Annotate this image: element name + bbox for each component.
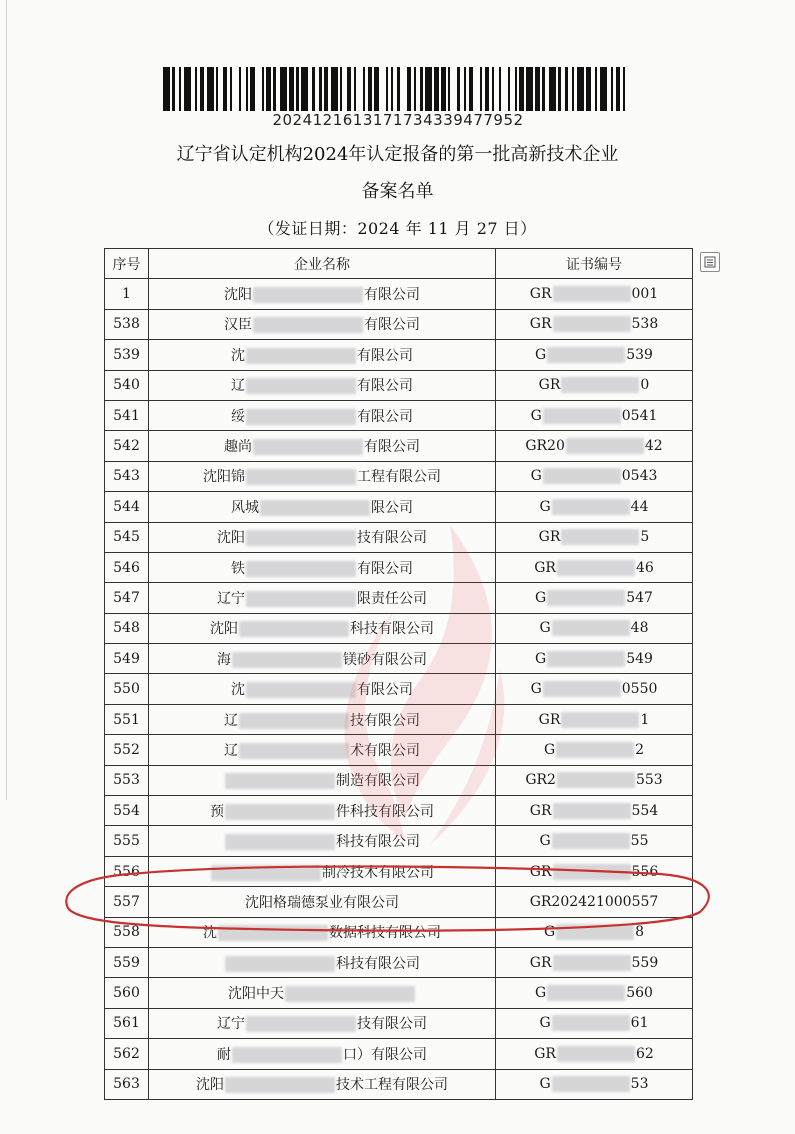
row-company-name xyxy=(149,400,496,430)
cert-suffix: 5 xyxy=(640,529,650,546)
cert-prefix: G xyxy=(530,407,542,424)
row-company-name xyxy=(149,947,496,977)
redaction-mask xyxy=(547,347,625,363)
company-name-suffix: 数据科技有限公司 xyxy=(329,925,441,942)
redaction-mask xyxy=(553,864,631,880)
row-seq: 553 xyxy=(105,765,149,795)
row-seq: 545 xyxy=(105,522,149,552)
row-seq: 541 xyxy=(105,400,149,430)
table-row xyxy=(105,796,693,826)
row-company-name xyxy=(149,765,496,795)
company-name-visible: 沈阳格瑞德泵业有限公司 xyxy=(245,894,399,911)
cert-prefix: G xyxy=(543,741,556,758)
company-name-visible: 辽 xyxy=(224,712,238,729)
company-name-visible: 沈阳中天 xyxy=(228,986,284,1003)
redaction-mask xyxy=(239,621,349,637)
row-company-name xyxy=(149,856,496,886)
cert-suffix: 44 xyxy=(630,498,649,515)
row-cert-number xyxy=(496,400,693,430)
header-cert: 证书编号 xyxy=(496,249,693,279)
company-name-visible: 铁 xyxy=(231,560,245,577)
row-cert-number xyxy=(496,1008,693,1038)
row-seq: 554 xyxy=(105,796,149,826)
table-row xyxy=(105,917,693,947)
redaction-mask xyxy=(553,286,631,302)
redaction-mask xyxy=(246,409,356,425)
redaction-mask xyxy=(285,986,415,1002)
row-company-name xyxy=(149,492,496,522)
row-company-name xyxy=(149,340,496,370)
company-name-suffix: 限公司 xyxy=(371,499,413,516)
table-row xyxy=(105,644,693,674)
redaction-mask xyxy=(552,1015,630,1031)
cert-suffix: 538 xyxy=(631,316,659,333)
row-seq: 550 xyxy=(105,674,149,704)
row-company-name xyxy=(149,644,496,674)
row-company-name xyxy=(149,796,496,826)
row-seq: 549 xyxy=(105,644,149,674)
redaction-mask xyxy=(552,1076,630,1092)
enterprise-table xyxy=(104,248,693,1100)
cert-suffix: 001 xyxy=(631,286,659,303)
redaction-mask xyxy=(246,469,356,485)
cert-suffix: 46 xyxy=(635,559,654,576)
company-name-visible: 耐 xyxy=(217,1046,231,1063)
redaction-mask xyxy=(225,804,335,820)
expand-icon[interactable] xyxy=(700,252,720,272)
row-company-name xyxy=(149,309,496,339)
table-row xyxy=(105,340,693,370)
row-seq: 558 xyxy=(105,917,149,947)
redaction-mask xyxy=(246,1016,356,1032)
company-name-visible: 沈阳 xyxy=(224,287,252,304)
redaction-mask xyxy=(556,924,634,940)
redaction-mask xyxy=(566,438,644,454)
redaction-mask xyxy=(218,925,328,941)
row-cert-number xyxy=(496,522,693,552)
cert-suffix: 554 xyxy=(631,802,659,819)
cert-prefix: GR20 xyxy=(525,438,565,455)
redaction-mask xyxy=(246,682,356,698)
cert-suffix: 0543 xyxy=(621,468,658,485)
company-name-suffix: 镁砂有限公司 xyxy=(343,651,427,668)
row-cert-number xyxy=(496,856,693,886)
row-cert-number xyxy=(496,735,693,765)
company-name-suffix: 有限公司 xyxy=(357,682,413,699)
row-seq: 542 xyxy=(105,431,149,461)
table-row xyxy=(105,1069,693,1099)
cert-prefix: GR xyxy=(529,954,552,971)
redaction-mask xyxy=(253,287,363,303)
row-seq: 557 xyxy=(105,887,149,917)
row-cert-number xyxy=(496,1039,693,1069)
row-cert-number xyxy=(496,978,693,1008)
company-name-suffix: 有限公司 xyxy=(364,439,420,456)
cert-suffix: 61 xyxy=(630,1015,649,1032)
row-seq: 552 xyxy=(105,735,149,765)
redaction-mask xyxy=(225,834,335,850)
cert-prefix: G xyxy=(539,833,551,850)
cert-prefix: G xyxy=(535,650,547,667)
redaction-mask xyxy=(253,317,363,333)
cert-prefix: G xyxy=(535,346,547,363)
company-name-visible: 沈阳 xyxy=(217,530,245,547)
table-row xyxy=(105,492,693,522)
company-name-suffix: 科技有限公司 xyxy=(350,621,434,638)
company-name-visible: 汉臣 xyxy=(224,317,252,334)
row-cert-number xyxy=(496,674,693,704)
redaction-mask xyxy=(552,499,630,515)
barcode-number: 20241216131717343394779​52 xyxy=(272,111,524,129)
redaction-mask xyxy=(543,408,621,424)
row-seq: 540 xyxy=(105,370,149,400)
company-name-visible: 辽宁 xyxy=(217,590,245,607)
redaction-mask xyxy=(232,652,342,668)
row-company-name xyxy=(149,583,496,613)
redaction-mask xyxy=(239,713,349,729)
redaction-mask xyxy=(225,1077,335,1093)
redaction-mask xyxy=(246,561,356,577)
company-name-suffix: 口）有限公司 xyxy=(343,1046,427,1063)
redaction-mask xyxy=(561,712,639,728)
company-name-suffix: 件科技有限公司 xyxy=(336,803,434,820)
table-row xyxy=(105,461,693,491)
cert-suffix: 8 xyxy=(635,924,645,941)
row-seq: 546 xyxy=(105,552,149,582)
cert-prefix: GR xyxy=(534,1045,556,1062)
row-cert-number xyxy=(496,826,693,856)
row-seq: 543 xyxy=(105,461,149,491)
company-name-visible: 辽 xyxy=(224,742,238,759)
table-row xyxy=(105,826,693,856)
company-name-visible: 海 xyxy=(217,651,231,668)
row-company-name xyxy=(149,917,496,947)
cert-prefix: G xyxy=(539,1015,551,1032)
company-name-visible: 辽宁 xyxy=(217,1016,245,1033)
redaction-mask xyxy=(232,1047,342,1063)
row-cert-number xyxy=(496,552,693,582)
table-row xyxy=(105,552,693,582)
redaction-mask xyxy=(543,681,621,697)
company-name-visible: 沈阳 xyxy=(210,621,238,638)
row-seq: 555 xyxy=(105,826,149,856)
redaction-mask xyxy=(225,956,335,972)
redaction-mask xyxy=(552,833,630,849)
row-cert-number xyxy=(496,340,693,370)
redaction-mask xyxy=(211,865,321,881)
table-row xyxy=(105,583,693,613)
row-seq: 538 xyxy=(105,309,149,339)
header-seq: 序号 xyxy=(105,249,149,279)
company-name-suffix: 有限公司 xyxy=(364,287,420,304)
row-company-name xyxy=(149,613,496,643)
row-company-name xyxy=(149,522,496,552)
row-company-name xyxy=(149,735,496,765)
redaction-mask xyxy=(553,316,631,332)
cert-suffix: 556 xyxy=(631,863,659,880)
table-row xyxy=(105,613,693,643)
issue-date: （发证日期：2024 年 11 月 27 日） xyxy=(258,219,537,238)
cert-suffix: 560 xyxy=(626,985,653,1002)
row-seq: 551 xyxy=(105,704,149,734)
header-name: 企业名称 xyxy=(149,249,496,279)
company-name-suffix: 有限公司 xyxy=(364,317,420,334)
row-seq: 563 xyxy=(105,1069,149,1099)
table-row xyxy=(105,765,693,795)
row-cert-number xyxy=(496,765,693,795)
company-name-suffix: 有限公司 xyxy=(357,347,413,364)
table-row xyxy=(105,309,693,339)
company-name-suffix: 科技有限公司 xyxy=(336,955,420,972)
cert-suffix: 0550 xyxy=(621,681,658,698)
company-name-suffix: 技有限公司 xyxy=(350,712,420,729)
row-company-name xyxy=(149,279,496,309)
table-row xyxy=(105,370,693,400)
company-name-visible: 沈 xyxy=(203,925,217,942)
redaction-mask xyxy=(239,743,349,759)
table-row xyxy=(105,978,693,1008)
row-cert-number xyxy=(496,1069,693,1099)
row-company-name xyxy=(149,552,496,582)
company-name-visible: 沈 xyxy=(231,347,245,364)
cert-suffix: 1 xyxy=(640,711,650,728)
row-cert-number xyxy=(496,431,693,461)
row-cert-number xyxy=(496,796,693,826)
table-row xyxy=(105,1008,693,1038)
redaction-mask xyxy=(557,772,635,788)
row-seq: 1 xyxy=(105,279,149,309)
company-name-suffix: 技有限公司 xyxy=(357,530,427,547)
redaction-mask xyxy=(246,530,356,546)
cert-suffix: 2 xyxy=(635,741,645,758)
row-seq: 561 xyxy=(105,1008,149,1038)
company-name-suffix: 科技有限公司 xyxy=(336,834,420,851)
row-seq: 556 xyxy=(105,856,149,886)
table-row xyxy=(105,522,693,552)
cert-prefix: GR xyxy=(538,377,561,394)
company-name-suffix: 限责任公司 xyxy=(357,590,427,607)
cert-prefix: GR202421000557 xyxy=(529,893,659,910)
cert-suffix: 62 xyxy=(635,1045,654,1062)
row-cert-number xyxy=(496,309,693,339)
cert-suffix: 53 xyxy=(630,1076,649,1093)
row-cert-number xyxy=(496,279,693,309)
document-title: 辽宁省认定机构2024年认定报备的第一批高新技术企业 xyxy=(176,144,619,165)
company-name-visible: 沈阳锦 xyxy=(203,469,245,486)
row-cert-number xyxy=(496,613,693,643)
cert-suffix: 48 xyxy=(630,620,649,637)
redaction-mask xyxy=(556,742,634,758)
table-row xyxy=(105,856,693,886)
table-row xyxy=(105,674,693,704)
redaction-mask xyxy=(547,590,625,606)
cert-prefix: GR xyxy=(529,802,552,819)
row-seq: 539 xyxy=(105,340,149,370)
table-row xyxy=(105,735,693,765)
row-company-name xyxy=(149,1039,496,1069)
table-row xyxy=(105,947,693,977)
cert-suffix: 539 xyxy=(626,346,653,363)
row-company-name xyxy=(149,461,496,491)
cert-suffix: 549 xyxy=(626,650,653,667)
row-seq: 559 xyxy=(105,947,149,977)
cert-suffix: 553 xyxy=(635,772,663,789)
table-row xyxy=(105,279,693,309)
cert-suffix: 547 xyxy=(626,589,653,606)
table-row xyxy=(105,887,693,917)
company-name-visible: 辽 xyxy=(231,378,245,395)
cert-prefix: GR xyxy=(534,559,556,576)
table-row xyxy=(105,400,693,430)
company-name-visible: 趣尚 xyxy=(224,439,252,456)
table-row xyxy=(105,1039,693,1069)
redaction-mask xyxy=(557,1046,635,1062)
row-company-name xyxy=(149,1069,496,1099)
redaction-mask xyxy=(561,377,639,393)
company-name-suffix: 术有限公司 xyxy=(350,742,420,759)
company-name-visible: 沈阳 xyxy=(196,1077,224,1094)
row-company-name xyxy=(149,370,496,400)
document-subtitle: 备案名单 xyxy=(361,181,434,202)
cert-suffix: 55 xyxy=(630,833,649,850)
cert-prefix: G xyxy=(543,924,556,941)
table-row xyxy=(105,431,693,461)
company-name-visible: 预 xyxy=(210,803,224,820)
row-cert-number xyxy=(496,370,693,400)
cert-prefix: GR xyxy=(529,316,552,333)
redaction-mask xyxy=(547,985,625,1001)
cert-prefix: G xyxy=(530,681,542,698)
row-cert-number xyxy=(496,947,693,977)
cert-prefix: GR xyxy=(538,529,561,546)
redaction-mask xyxy=(553,955,631,971)
company-name-visible: 绥 xyxy=(231,408,245,425)
company-name-visible: 风城 xyxy=(231,499,259,516)
row-cert-number xyxy=(496,704,693,734)
cert-prefix: G xyxy=(539,498,551,515)
redaction-mask xyxy=(246,378,356,394)
page-edge-line xyxy=(6,0,7,800)
company-name-suffix: 技术工程有限公司 xyxy=(336,1077,448,1094)
cert-prefix: GR2 xyxy=(525,772,556,789)
redaction-mask xyxy=(246,348,356,364)
row-company-name xyxy=(149,674,496,704)
row-seq: 548 xyxy=(105,613,149,643)
company-name-suffix: 技有限公司 xyxy=(357,1016,427,1033)
barcode xyxy=(163,67,633,111)
cert-prefix: GR xyxy=(538,711,561,728)
row-company-name xyxy=(149,826,496,856)
redaction-mask xyxy=(553,803,631,819)
redaction-mask xyxy=(561,529,639,545)
row-seq: 544 xyxy=(105,492,149,522)
cert-suffix: 0 xyxy=(640,377,650,394)
company-name-suffix: 有限公司 xyxy=(357,560,413,577)
cert-suffix: 42 xyxy=(644,438,663,455)
row-seq: 560 xyxy=(105,978,149,1008)
redaction-mask xyxy=(547,651,625,667)
row-company-name xyxy=(149,1008,496,1038)
row-company-name xyxy=(149,431,496,461)
redaction-mask xyxy=(557,560,635,576)
company-name-suffix: 制造有限公司 xyxy=(336,773,420,790)
cert-prefix: G xyxy=(535,589,547,606)
company-name-suffix: 工程有限公司 xyxy=(357,469,441,486)
redaction-mask xyxy=(246,591,356,607)
cert-prefix: G xyxy=(530,468,542,485)
row-cert-number xyxy=(496,492,693,522)
table-header-row xyxy=(105,249,693,279)
row-cert-number xyxy=(496,644,693,674)
row-company-name xyxy=(149,978,496,1008)
row-cert-number xyxy=(496,461,693,491)
company-name-suffix: 有限公司 xyxy=(357,378,413,395)
redaction-mask xyxy=(253,439,363,455)
cert-prefix: GR xyxy=(529,286,552,303)
row-cert-number xyxy=(496,917,693,947)
cert-suffix: 559 xyxy=(631,954,659,971)
redaction-mask xyxy=(260,500,370,516)
row-cert-number xyxy=(496,887,693,917)
company-name-visible: 沈 xyxy=(231,682,245,699)
row-seq: 547 xyxy=(105,583,149,613)
table-row xyxy=(105,704,693,734)
cert-prefix: G xyxy=(535,985,547,1002)
cert-prefix: G xyxy=(539,620,551,637)
row-seq: 562 xyxy=(105,1039,149,1069)
company-name-suffix: 有限公司 xyxy=(357,408,413,425)
redaction-mask xyxy=(552,620,630,636)
cert-suffix: 0541 xyxy=(621,407,658,424)
cert-prefix: GR xyxy=(529,863,552,880)
redaction-mask xyxy=(225,773,335,789)
row-company-name xyxy=(149,887,496,917)
row-company-name xyxy=(149,704,496,734)
company-name-suffix: 制冷技术有限公司 xyxy=(322,864,434,881)
redaction-mask xyxy=(543,468,621,484)
row-cert-number xyxy=(496,583,693,613)
cert-prefix: G xyxy=(539,1076,551,1093)
